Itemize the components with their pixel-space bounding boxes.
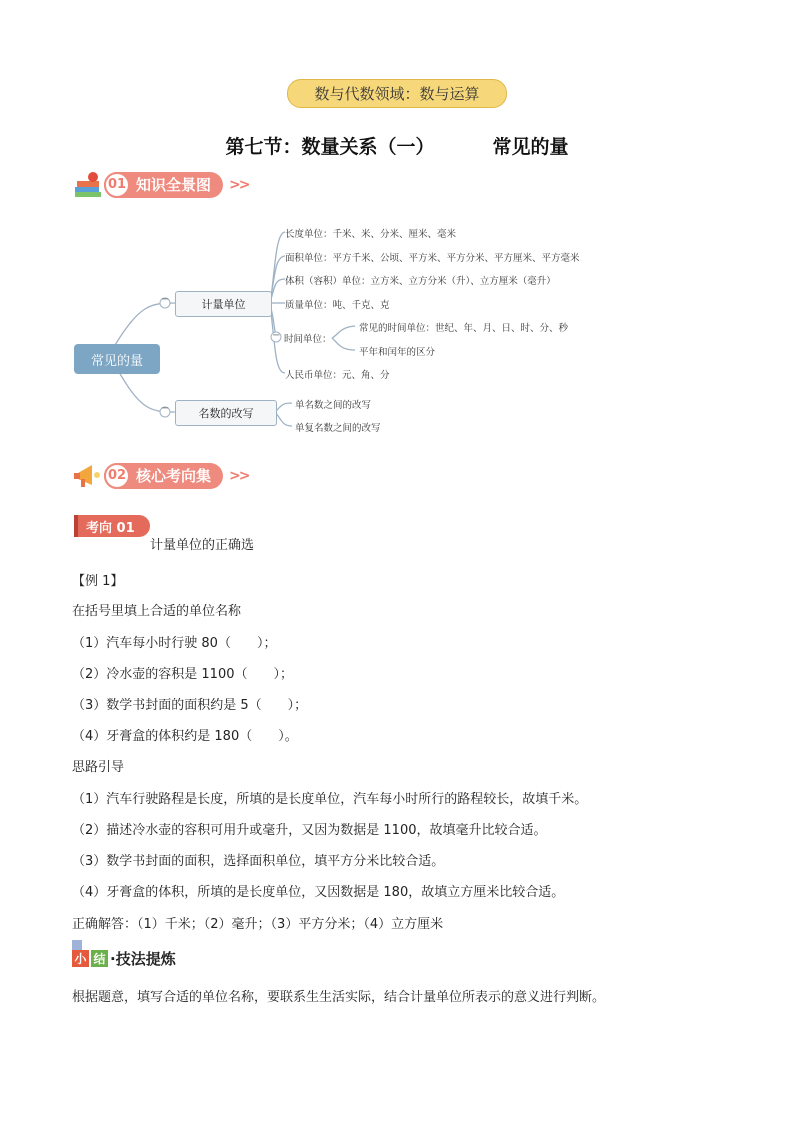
megaphone-icon: [72, 461, 104, 491]
section-arrows: >>: [229, 467, 249, 484]
example-item: （1）汽车每小时行驶 80（ ）；: [72, 636, 277, 651]
mindmap-branch-units[interactable]: 计量单位: [175, 291, 272, 317]
page-title: [0, 132, 794, 159]
title-right: 常见的量: [492, 136, 569, 158]
mindmap-leaf: 单复名数之间的改写: [295, 423, 381, 434]
summary-char-1: 小: [72, 950, 89, 967]
mindmap-leaf: 面积单位：平方千米、公顷、平方米、平方分米、平方厘米、平方毫米: [285, 253, 580, 264]
collapse-icon[interactable]: −: [161, 294, 170, 305]
mindmap-root[interactable]: 常见的量: [74, 344, 160, 374]
mindmap-leaf: 时间单位：: [284, 334, 332, 345]
guide-line: （3）数学书封面的面积，选择面积单位，填平方分米比较合适。: [72, 854, 445, 869]
section-banner-1: [72, 171, 248, 198]
mindmap-leaf: 体积（容积）单位：立方米、立方分米（升）、立方厘米（毫升）: [285, 276, 556, 287]
kaoxiang-tag: 考向 01: [74, 515, 150, 537]
guide-label: 思路引导: [72, 760, 125, 775]
collapse-icon[interactable]: −: [161, 403, 170, 414]
domain-pill: 数与代数领域：数与运算: [287, 79, 507, 108]
summary-text: 根据题意，填写合适的单位名称，要联系生生活实际，结合计量单位所表示的意义进行判断。: [72, 990, 606, 1005]
mindmap-leaf: 质量单位：吨、千克、克: [285, 300, 390, 311]
section-label: 核心考向集: [136, 467, 212, 485]
mindmap-leaf: 单名数之间的改写: [295, 400, 372, 411]
collapse-icon[interactable]: −: [272, 330, 281, 341]
example-item: （3）数学书封面的面积约是 5（ ）；: [72, 698, 308, 713]
kaoxiang-title: 计量单位的正确选: [150, 538, 255, 553]
guide-line: （1）汽车行驶路程是长度，所填的是长度单位，汽车每小时所行的路程较长，故填千米。: [72, 792, 588, 807]
summary-label: ·技法提炼: [110, 949, 176, 968]
mindmap-sub-leaf: 常见的时间单位：世纪、年、月、日、时、分、秒: [359, 323, 569, 334]
section-number: 02: [104, 463, 130, 489]
section-number: 01: [104, 172, 130, 198]
mindmap-sub-leaf: 平年和闰年的区分: [359, 347, 436, 358]
section-label: 知识全景图: [136, 176, 212, 194]
summary-char-2: 结: [91, 950, 108, 967]
books-icon: [72, 171, 104, 199]
example-label: 【例 1】: [72, 574, 124, 589]
answer-line: 正确解答：（1）千米；（2）毫升；（3）平方分米；（4）立方厘米: [72, 917, 444, 932]
example-item: （2）冷水壶的容积是 1100（ ）；: [72, 667, 293, 682]
guide-line: （2）描述冷水壶的容积可用升或毫升，又因为数据是 1100，故填毫升比较合适。: [72, 823, 547, 838]
section-banner-2: [72, 462, 248, 489]
example-prompt: 在括号里填上合适的单位名称: [72, 604, 242, 619]
guide-line: （4）牙膏盒的体积，所填的是长度单位，又因数据是 180，故填立方厘米比较合适。: [72, 885, 565, 900]
mindmap-leaf: 人民币单位：元、角、分: [285, 370, 390, 381]
mindmap-leaf: 长度单位：千米、米、分米、厘米、毫米: [285, 229, 457, 240]
section-arrows: >>: [229, 176, 249, 193]
summary-header: [72, 946, 176, 970]
mindmap-branch-rewrite[interactable]: 名数的改写: [175, 400, 277, 426]
title-left: 第七节：数量关系（一）: [225, 136, 435, 158]
example-item: （4）牙膏盒的体积约是 180（ ）。: [72, 729, 298, 744]
